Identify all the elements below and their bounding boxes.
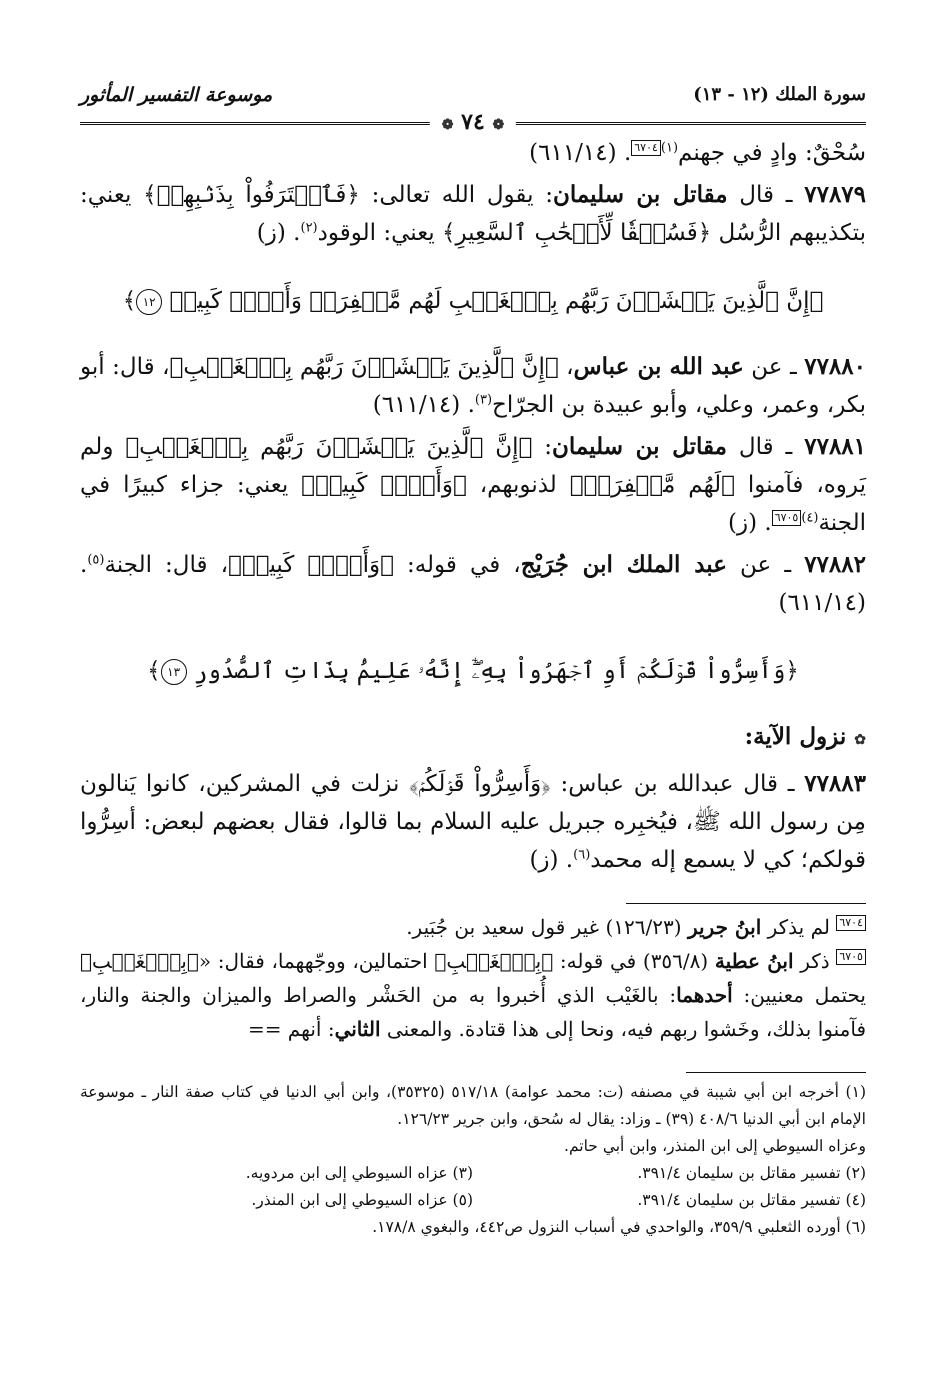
narration-number: ٧٧٨٨٢ <box>804 551 866 578</box>
keyword: أحدهما <box>676 983 733 1007</box>
text: : أنهم == <box>247 1017 335 1041</box>
footnote-marker[interactable]: (٥) <box>87 552 105 568</box>
keyword: الثاني <box>334 1017 381 1041</box>
text: ـ عن <box>743 354 805 380</box>
text: . (ز) <box>728 510 772 536</box>
text: . (ز) <box>529 847 574 873</box>
text: سُحْقٌ: وادٍ في جهنم <box>678 140 866 166</box>
page-number: ٧٤ <box>461 109 485 135</box>
narrator-name: مقاتل بن سليمان <box>551 433 727 460</box>
narration-77883 <box>80 765 866 879</box>
ayah-number: ١٣ <box>161 659 187 685</box>
footnote-marker[interactable]: (٣) <box>474 392 493 408</box>
text: : يقول الله تعالى: ﴿فَٱعۡتَرَفُواْ بِذَنۢبِهِمۡ﴾ يعني: بتكذيبهم الرُّسُل ﴿فَسُحۡقٗا لِّأَصۡحَٰبِ ٱلسَّعِيرِ﴾ يعني: الوقود <box>80 182 866 246</box>
commentary-ref: ٦٧٠٤ <box>836 915 866 931</box>
narration-77879 <box>80 176 866 252</box>
text: . (٦١١/١٤) <box>372 392 475 418</box>
footnote-marker[interactable]: (٢) <box>300 220 318 236</box>
footnote-marker[interactable]: (١) <box>660 140 679 156</box>
note-6704 <box>80 910 866 944</box>
footnote-5: (٥) عزاه السيوطي إلى ابن المنذر. <box>251 1191 473 1209</box>
surah-title: سورة الملك (١٢ - ١٣) <box>693 84 866 105</box>
footnote-3: (٣) عزاه السيوطي إلى ابن مردويه. <box>245 1164 473 1182</box>
footnote-6: (٦) أورده الثعلبي ٣٥٩/٩، والواحدي في أسباب النزول ص٤٤٢، والبغوي ١٧٨/٨. <box>372 1218 866 1236</box>
narration-77880 <box>80 348 866 424</box>
commentary-notes <box>80 910 866 1046</box>
scholar-name: ابنُ عطية <box>714 949 794 973</box>
notes-separator <box>626 903 866 904</box>
ayah-close: ﴾ <box>122 288 137 314</box>
commentary-ref: ٦٧٠٥ <box>836 949 866 965</box>
running-header <box>80 84 866 134</box>
commentary-ref[interactable]: ٦٧٠٤ <box>631 140 661 156</box>
ayah-text: ﴿وَأَسِرُّواْ قَوۡلَكُمۡ أَوِ ٱجۡهَرُواْ بِهِۦٓۖ إِنَّهُۥ عَلِيمُۢ بِذَاتِ ٱلصُّدُورِ <box>193 658 799 684</box>
paragraph-intro <box>80 134 866 172</box>
narration-77881 <box>80 428 866 542</box>
narration-number: ٧٧٨٨٣ <box>804 770 866 797</box>
page-number-box <box>430 109 516 135</box>
text: ، ﴿إِنَّ ٱلَّذِينَ يَخۡشَوۡنَ رَبَّهُم بِٱلۡغَيۡبِ﴾، قال: أبو بكر، وعمر، وعلي، وأبو عبيدة بن الجرّاح <box>80 354 866 418</box>
main-text <box>80 134 866 879</box>
note-6705 <box>80 944 866 1046</box>
footnote-row <box>80 1187 866 1214</box>
footnotes <box>80 1079 866 1241</box>
scholar-name: ابنُ جرير <box>687 915 762 939</box>
footnote-2: (٢) تفسير مقاتل بن سليمان ٣٩١/٤. <box>637 1164 866 1182</box>
text: (٣٥٦/٨) في قوله: ﴿بِٱلۡغَيۡبِ﴾ احتمالين، ووجّههما، فقال: «﴿بِٱلۡغَيۡبِ﴾ يحتمل معنيين: <box>80 949 866 1007</box>
footnote-marker[interactable]: (٦) <box>573 847 591 863</box>
narration-77882 <box>80 546 866 622</box>
narration-number: ٧٧٨٧٩ <box>804 181 867 208</box>
narration-number: ٧٧٨٨١ <box>804 433 867 460</box>
text: . (ز) <box>256 220 301 246</box>
text: (١٢٦/٢٣) غير قول سعيد بن جُبَير. <box>406 915 688 939</box>
ornament-icon: ❁ <box>492 117 505 133</box>
ayah-close: ﴾ <box>147 658 161 684</box>
text: ـ قال <box>727 182 805 208</box>
ayah-12 <box>80 282 866 320</box>
text: ، في قوله: ﴿وَأَجۡرٞ كَبِيرٞ﴾، قال: الجنة <box>104 552 521 578</box>
ayah-13 <box>80 652 866 690</box>
narrator-name: عبد الملك ابن جُرَيْج <box>520 551 727 578</box>
text: . (٦١١/١٤) <box>80 552 866 616</box>
page <box>80 84 866 1352</box>
text: ـ قال عبدالله بن عباس: ﴿وَأَسِرُّواْ قَوۡلَكُمۡ﴾ نزلت في المشركين، كانوا يَنالون مِن رسول الله ﷺ، فيُخبِره جبريل عليه السلام بما قالوا، فقال بعضهم لبعض: أسِرُّوا قولكم؛ كي لا يسمع إله محمد <box>80 771 866 873</box>
section-heading <box>80 718 866 759</box>
footnote-1: (١) أخرجه ابن أبي شيبة في مصنفه (ت: محمد عوامة) ٥١٧/١٨ (٣٥٣٢٥)، وابن أبي الدنيا في كتاب صفة النار ـ موسوعة الإمام ابن أبي الدنيا ٤٠٨/٦ (٣٩) ـ وزاد: يقال له سُحق، وابن جرير ١٢٦/٢٣. <box>80 1083 866 1128</box>
footnotes-separator <box>686 1072 866 1073</box>
footnote-1-cont: وعزاه السيوطي إلى ابن المنذر، وابن أبي حاتم. <box>564 1137 866 1155</box>
ayah-text: ﴿إِنَّ ٱلَّذِينَ يَخۡشَوۡنَ رَبَّهُم بِٱلۡغَيۡبِ لَهُم مَّغۡفِرَةٞ وَأَجۡرٞ كَبِيرٞ <box>169 288 824 314</box>
text: ذكر <box>793 949 837 973</box>
footnote-row <box>80 1160 866 1187</box>
ornament-icon: ❁ <box>441 117 454 133</box>
narration-number: ٧٧٨٨٠ <box>804 353 866 380</box>
text: . (٦١١/١٤) <box>529 140 632 166</box>
text: : ﴿إِنَّ ٱلَّذِينَ يَخۡشَوۡنَ رَبَّهُم بِٱلۡغَيۡبِ﴾ ولم يَروه، فآمنوا ﴿لَهُم مَّغۡفِرَةٞ﴾ لذنوبهم، ﴿وَأَجۡرٞ كَبِيرٞ﴾ يعني: جزاء كبيرًا في الجنة <box>80 434 866 536</box>
section-title: نزول الآية: <box>744 723 847 750</box>
text: لم يذكر <box>761 915 837 939</box>
book-title: موسوعة التفسير المأثور <box>80 84 273 106</box>
narrator-name: مقاتل بن سليمان <box>552 181 728 208</box>
text: ـ عن <box>726 552 805 578</box>
ayah-number: ١٢ <box>136 289 162 315</box>
text: ـ قال <box>726 434 805 460</box>
footnote-marker[interactable]: (٤) <box>801 510 819 526</box>
footnote-4: (٤) تفسير مقاتل بن سليمان ٣٩١/٤. <box>637 1191 866 1209</box>
narrator-name: عبد الله بن عباس <box>573 353 744 380</box>
commentary-ref[interactable]: ٦٧٠٥ <box>772 510 802 526</box>
text: : بالغَيْب الذي أُخبروا به من الحَشْر والصراط والميزان والجنة والنار، فآمنوا بذلك، وخَشوا ربهم فيه، ونحا إلى هذا قتادة. والمعنى <box>80 983 866 1041</box>
flower-icon: ✿ <box>854 732 866 748</box>
